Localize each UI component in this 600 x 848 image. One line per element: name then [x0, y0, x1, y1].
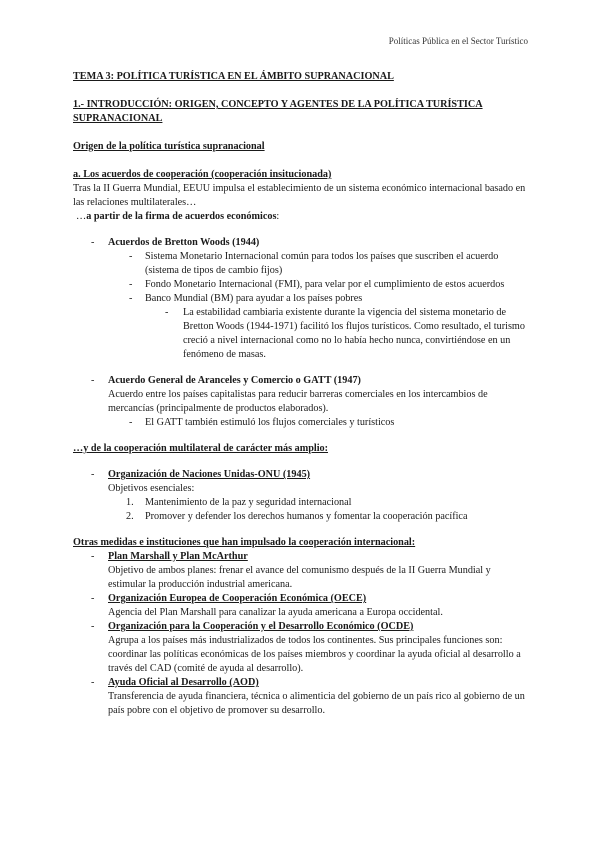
others-item-title: Organización para la Cooperación y el Desarrollo Económico (OCDE) [108, 621, 414, 632]
running-header: Políticas Pública en el Sector Turístico [388, 36, 528, 46]
bretton-sub-item [73, 278, 528, 292]
others-item-text: Objetivo de ambos planes: frenar el avance del comunismo después de la II Guerra Mundial y estimular la producción industrial americana. [108, 565, 491, 590]
gatt-text: Acuerdo entre los países capitalistas para reducir barreras comerciales en los intercambios de mercancías (principalmente de productos elaborados). [108, 389, 488, 414]
others-item-text: Agrupa a los países más industrializados de todos los continentes. Sus principales funciones son: coordinar las políticas económicas de los países miembros y coordinar la ayuda oficial al desarrollo a través del CAD (comité de ayuda al desarrollo). [108, 635, 521, 674]
objective-number: 2. [126, 511, 134, 522]
others-item-text: Transferencia de ayuda financiera, técnica o alimenticia del gobierno de un país rico al gobierno de un país pobre con el objetivo de promover su desarrollo. [108, 691, 525, 716]
objective-number: 1. [126, 497, 134, 508]
multilateral-title: …y de la cooperación multilateral de carácter más amplio: [73, 443, 329, 454]
onu-objective [73, 496, 528, 510]
sub-a-text: Tras la II Guerra Mundial, EEUU impulsa el establecimiento de un sistema económico internacional basado en las relaciones multilaterales… [73, 183, 526, 208]
dash-bullet: - [91, 593, 95, 604]
dash-bullet: - [91, 551, 95, 562]
sub-a-lead [73, 210, 528, 224]
bretton-item-text: Fondo Monetario Internacional (FMI), para velar por el cumplimiento de estos acuerdos [145, 279, 505, 290]
objective-text: Mantenimiento de la paz y seguridad internacional [145, 497, 352, 508]
dash-bullet: - [129, 417, 133, 428]
section-title: 1.- INTRODUCCIÓN: ORIGEN, CONCEPTO Y AGENTES DE LA POLÍTICA TURÍSTICA SUPRANACIONAL [73, 99, 483, 124]
gatt-sub-item [73, 416, 528, 430]
lead-prefix: … [76, 211, 87, 222]
bretton-nested-text: La estabilidad cambiaria existente durante la vigencia del sistema monetario de Bretton Woods (1944-1971) facilitó los flujos turísticos. Como resultado, el turismo creció a nivel internacional como no lo había hecho nunca, convirtiéndose en un fenómeno de masas. [183, 307, 525, 360]
dash-bullet: - [91, 375, 95, 386]
dash-bullet: - [91, 621, 95, 632]
onu-item [73, 468, 528, 482]
onu-title: Organización de Naciones Unidas-ONU (1945) [108, 469, 311, 480]
bretton-item [73, 236, 528, 250]
bretton-item-text: Banco Mundial (BM) para ayudar a los países pobres [145, 293, 363, 304]
others-item-title: Organización Europea de Cooperación Económica (OECE) [108, 593, 367, 604]
dash-bullet: - [165, 307, 169, 318]
others-item [73, 550, 528, 564]
onu-objectives-label: Objetivos esenciales: [108, 483, 195, 494]
others-item [73, 676, 528, 690]
dash-bullet: - [91, 237, 95, 248]
gatt-title: Acuerdo General de Aranceles y Comercio o GATT (1947) [108, 375, 361, 386]
dash-bullet: - [91, 677, 95, 688]
dash-bullet: - [129, 251, 133, 262]
dash-bullet: - [129, 293, 133, 304]
gatt-item-text: El GATT también estimuló los flujos comerciales y turísticos [145, 417, 395, 428]
document-body [73, 70, 528, 718]
origin-title: Origen de la política turística supranacional [73, 141, 265, 152]
others-title: Otras medidas e instituciones que han impulsado la cooperación internacional: [73, 537, 416, 548]
tema-title: TEMA 3: POLÍTICA TURÍSTICA EN EL ÁMBITO SUPRANACIONAL [73, 71, 394, 82]
others-item-text: Agencia del Plan Marshall para canalizar la ayuda americana a Europa occidental. [108, 607, 443, 618]
onu-objective [73, 510, 528, 524]
objective-text: Promover y defender los derechos humanos y fomentar la cooperación pacífica [145, 511, 468, 522]
others-item [73, 592, 528, 606]
lead-suffix: : [276, 211, 280, 222]
others-item [73, 620, 528, 634]
dash-bullet: - [91, 469, 95, 480]
bretton-sub-item [73, 250, 528, 278]
bretton-title: Acuerdos de Bretton Woods (1944) [108, 237, 260, 248]
sub-a-title: a. Los acuerdos de cooperación (cooperación insitucionada) [73, 169, 332, 180]
gatt-item [73, 374, 528, 388]
lead-bold: a partir de la firma de acuerdos económicos [86, 211, 277, 222]
others-item-title: Ayuda Oficial al Desarrollo (AOD) [108, 677, 259, 688]
dash-bullet: - [129, 279, 133, 290]
others-item-title: Plan Marshall y Plan McArthur [108, 551, 248, 562]
bretton-nested-item [73, 306, 528, 362]
bretton-item-text: Sistema Monetario Internacional común para todos los países que suscriben el acuerdo (sistema de tipos de cambio fijos) [145, 251, 499, 276]
bretton-sub-item [73, 292, 528, 306]
